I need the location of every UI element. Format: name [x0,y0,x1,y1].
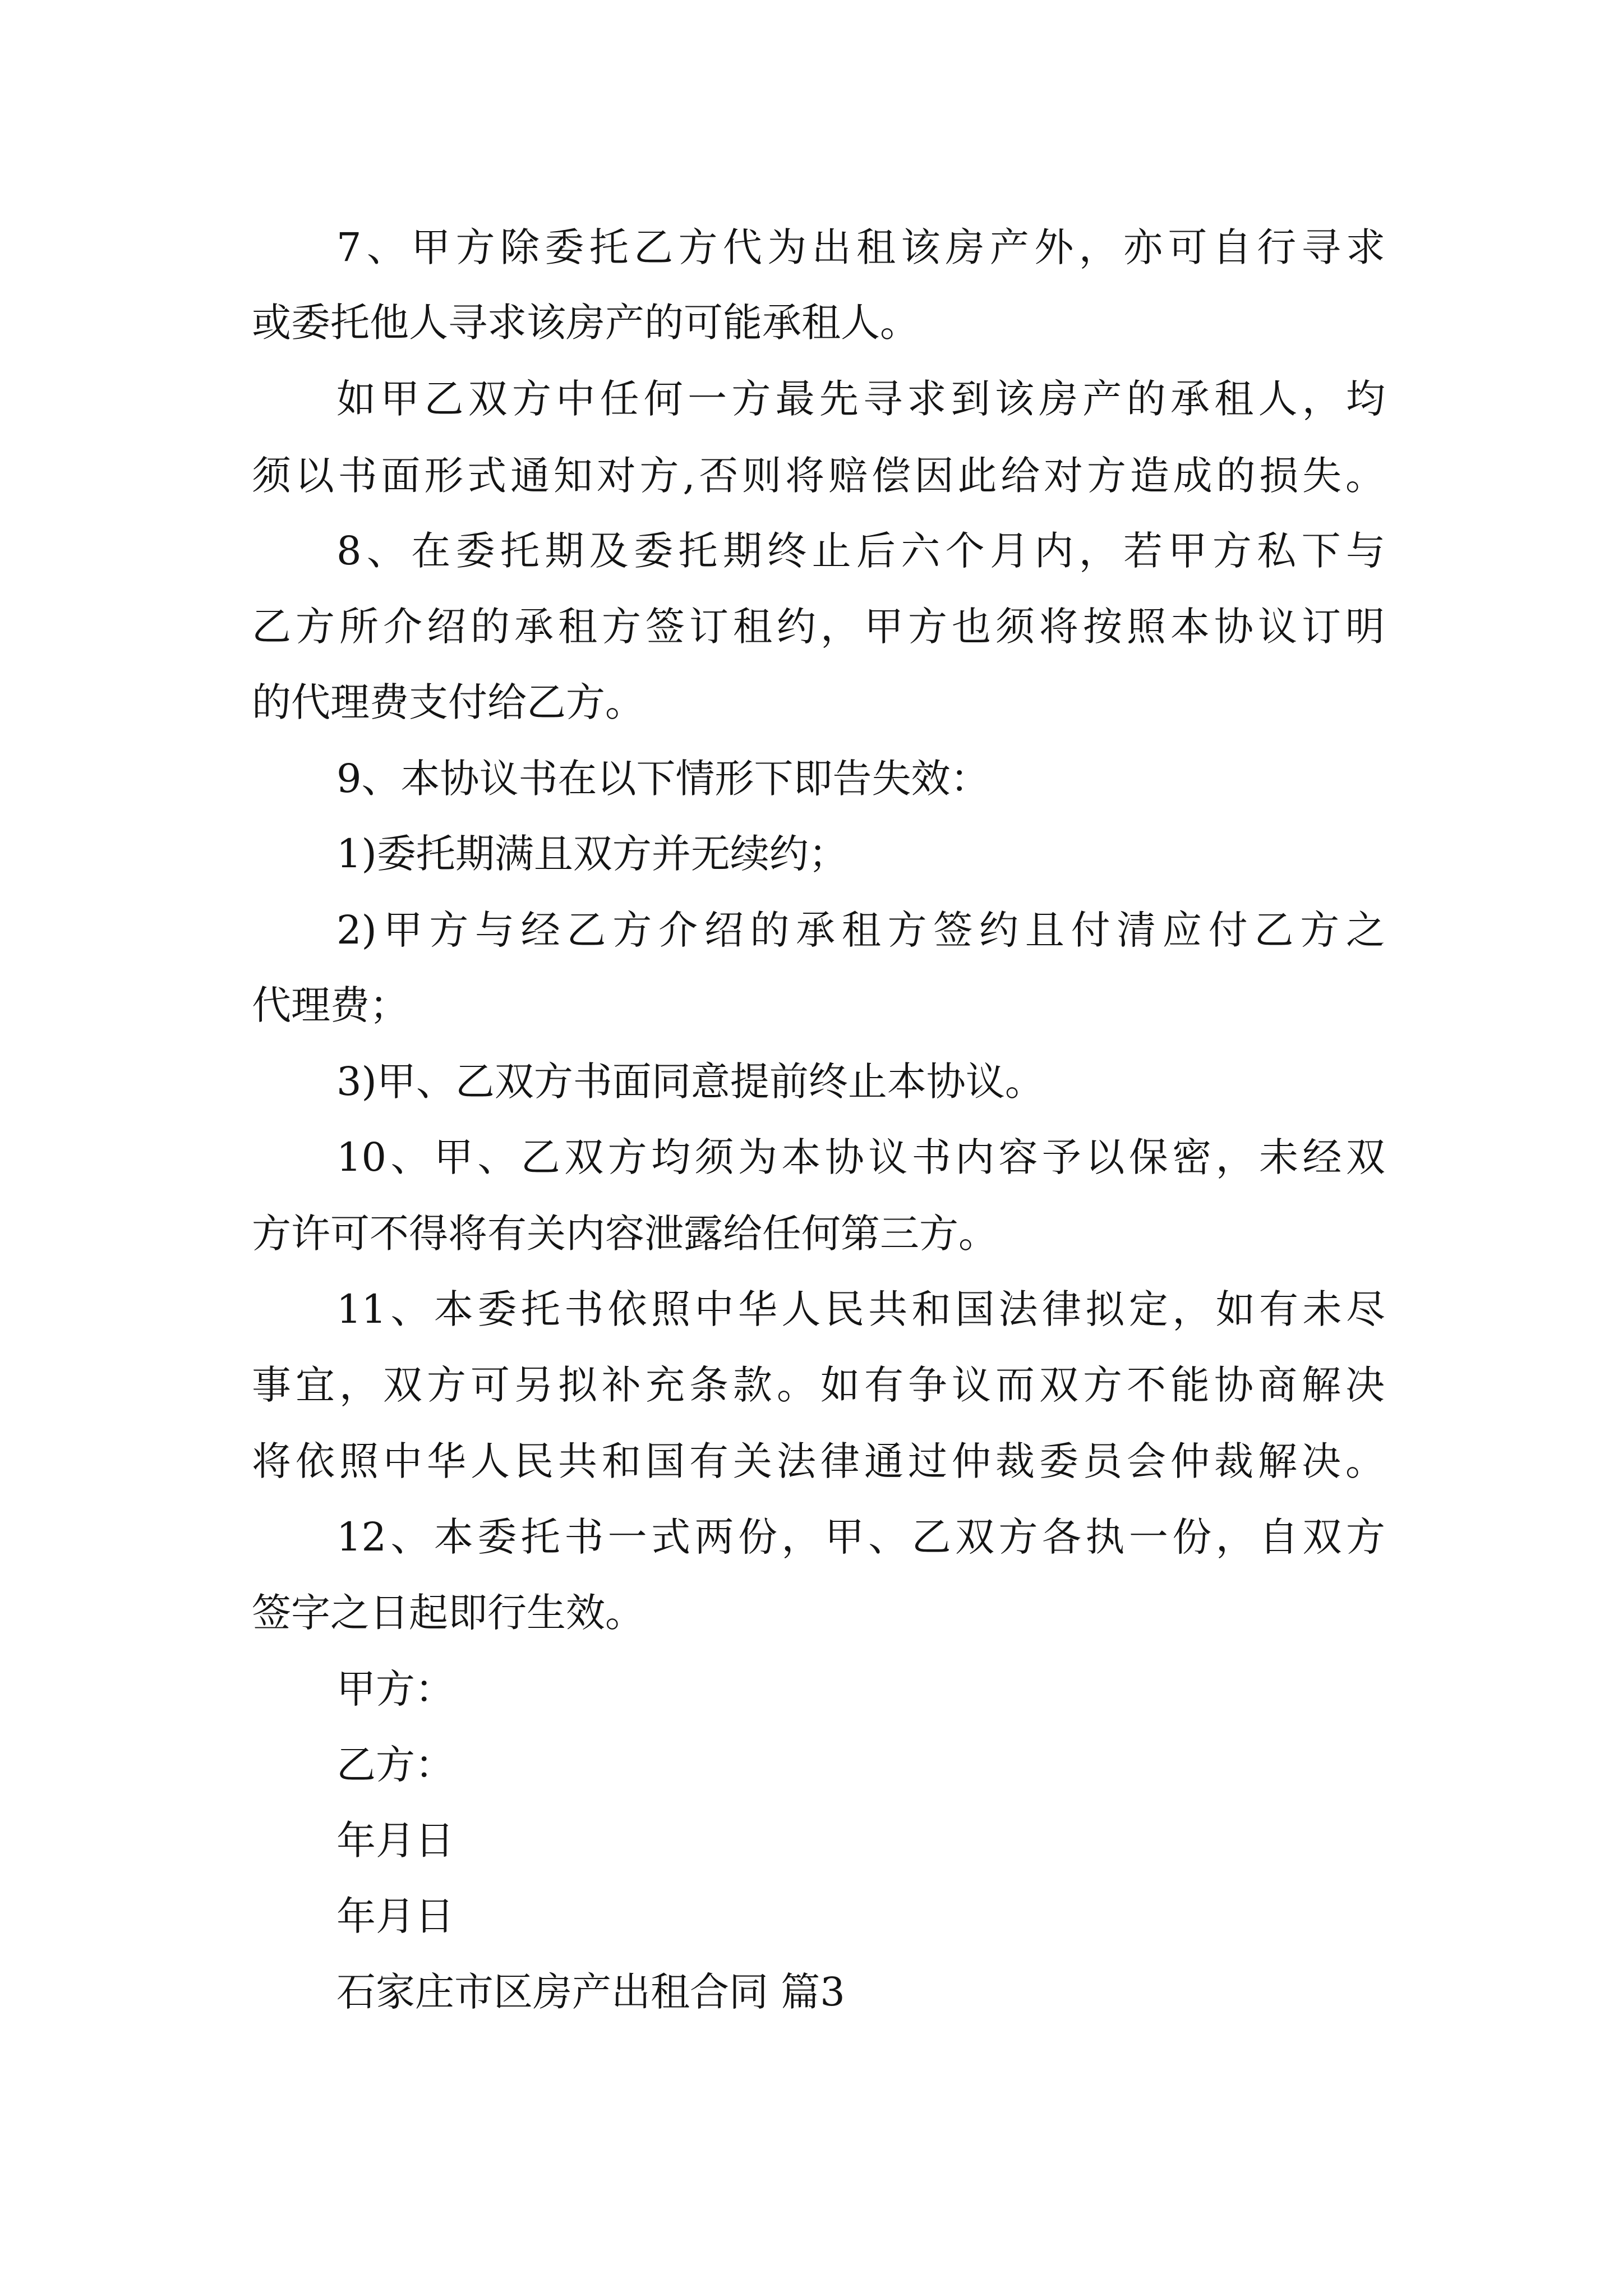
clause-7-line-1: 7、甲方除委托乙方代为出租该房产外，亦可自行寻求 [336,224,1385,270]
clause-8-line-3: 的代理费支付给乙方。 [252,679,644,725]
clause-12-line-2: 签字之日起即行生效。 [252,1590,644,1636]
clause-11-line-1: 11、本委托书依照中华人民共和国法律拟定，如有未尽 [336,1286,1385,1332]
clause-9-item-1: 1)委托期满且双方并无续约； [336,831,848,877]
party-a-signature: 甲方： [336,1666,454,1712]
clause-10-line-1: 10、甲、乙双方均须为本协议书内容予以保密，未经双 [336,1134,1385,1180]
party-b-signature: 乙方： [336,1742,454,1788]
clause-7-para-2-line-2: 须以书面形式通知对方,否则将赔偿因此给对方造成的损失。 [252,453,1385,499]
clause-11-line-2: 事宜，双方可另拟补充条款。如有争议而双方不能协商解决 [252,1362,1385,1408]
clause-12-line-1: 12、本委托书一式两份，甲、乙双方各执一份，自双方 [336,1514,1385,1560]
clause-9-item-3: 3)甲、乙双方书面同意提前终止本协议。 [336,1059,1044,1105]
clause-10-line-2: 方许可不得将有关内容泄露给任何第三方。 [252,1211,998,1257]
clause-9-item-2-line-2: 代理费； [252,982,409,1028]
clause-9-item-2-line-1: 2)甲方与经乙方介绍的承租方签约且付清应付乙方之 [336,907,1385,953]
clause-7-para-2-line-1: 如甲乙双方中任何一方最先寻求到该房产的承租人，均 [336,376,1385,422]
clause-9-heading: 9、本协议书在以下情形下即告失效： [336,756,990,802]
date-line-2: 年月日 [336,1893,454,1939]
date-line-1: 年月日 [336,1818,454,1864]
section-heading: 石家庄市区房产出租合同 篇3 [336,1969,845,2015]
clause-8-line-2: 乙方所介绍的承租方签订租约，甲方也须将按照本协议订明 [252,604,1385,650]
clause-7-line-2: 或委托他人寻求该房产的可能承租人。 [252,300,919,346]
clause-11-line-3: 将依照中华人民共和国有关法律通过仲裁委员会仲裁解决。 [252,1438,1385,1484]
clause-8-line-1: 8、在委托期及委托期终止后六个月内，若甲方私下与 [336,528,1385,574]
